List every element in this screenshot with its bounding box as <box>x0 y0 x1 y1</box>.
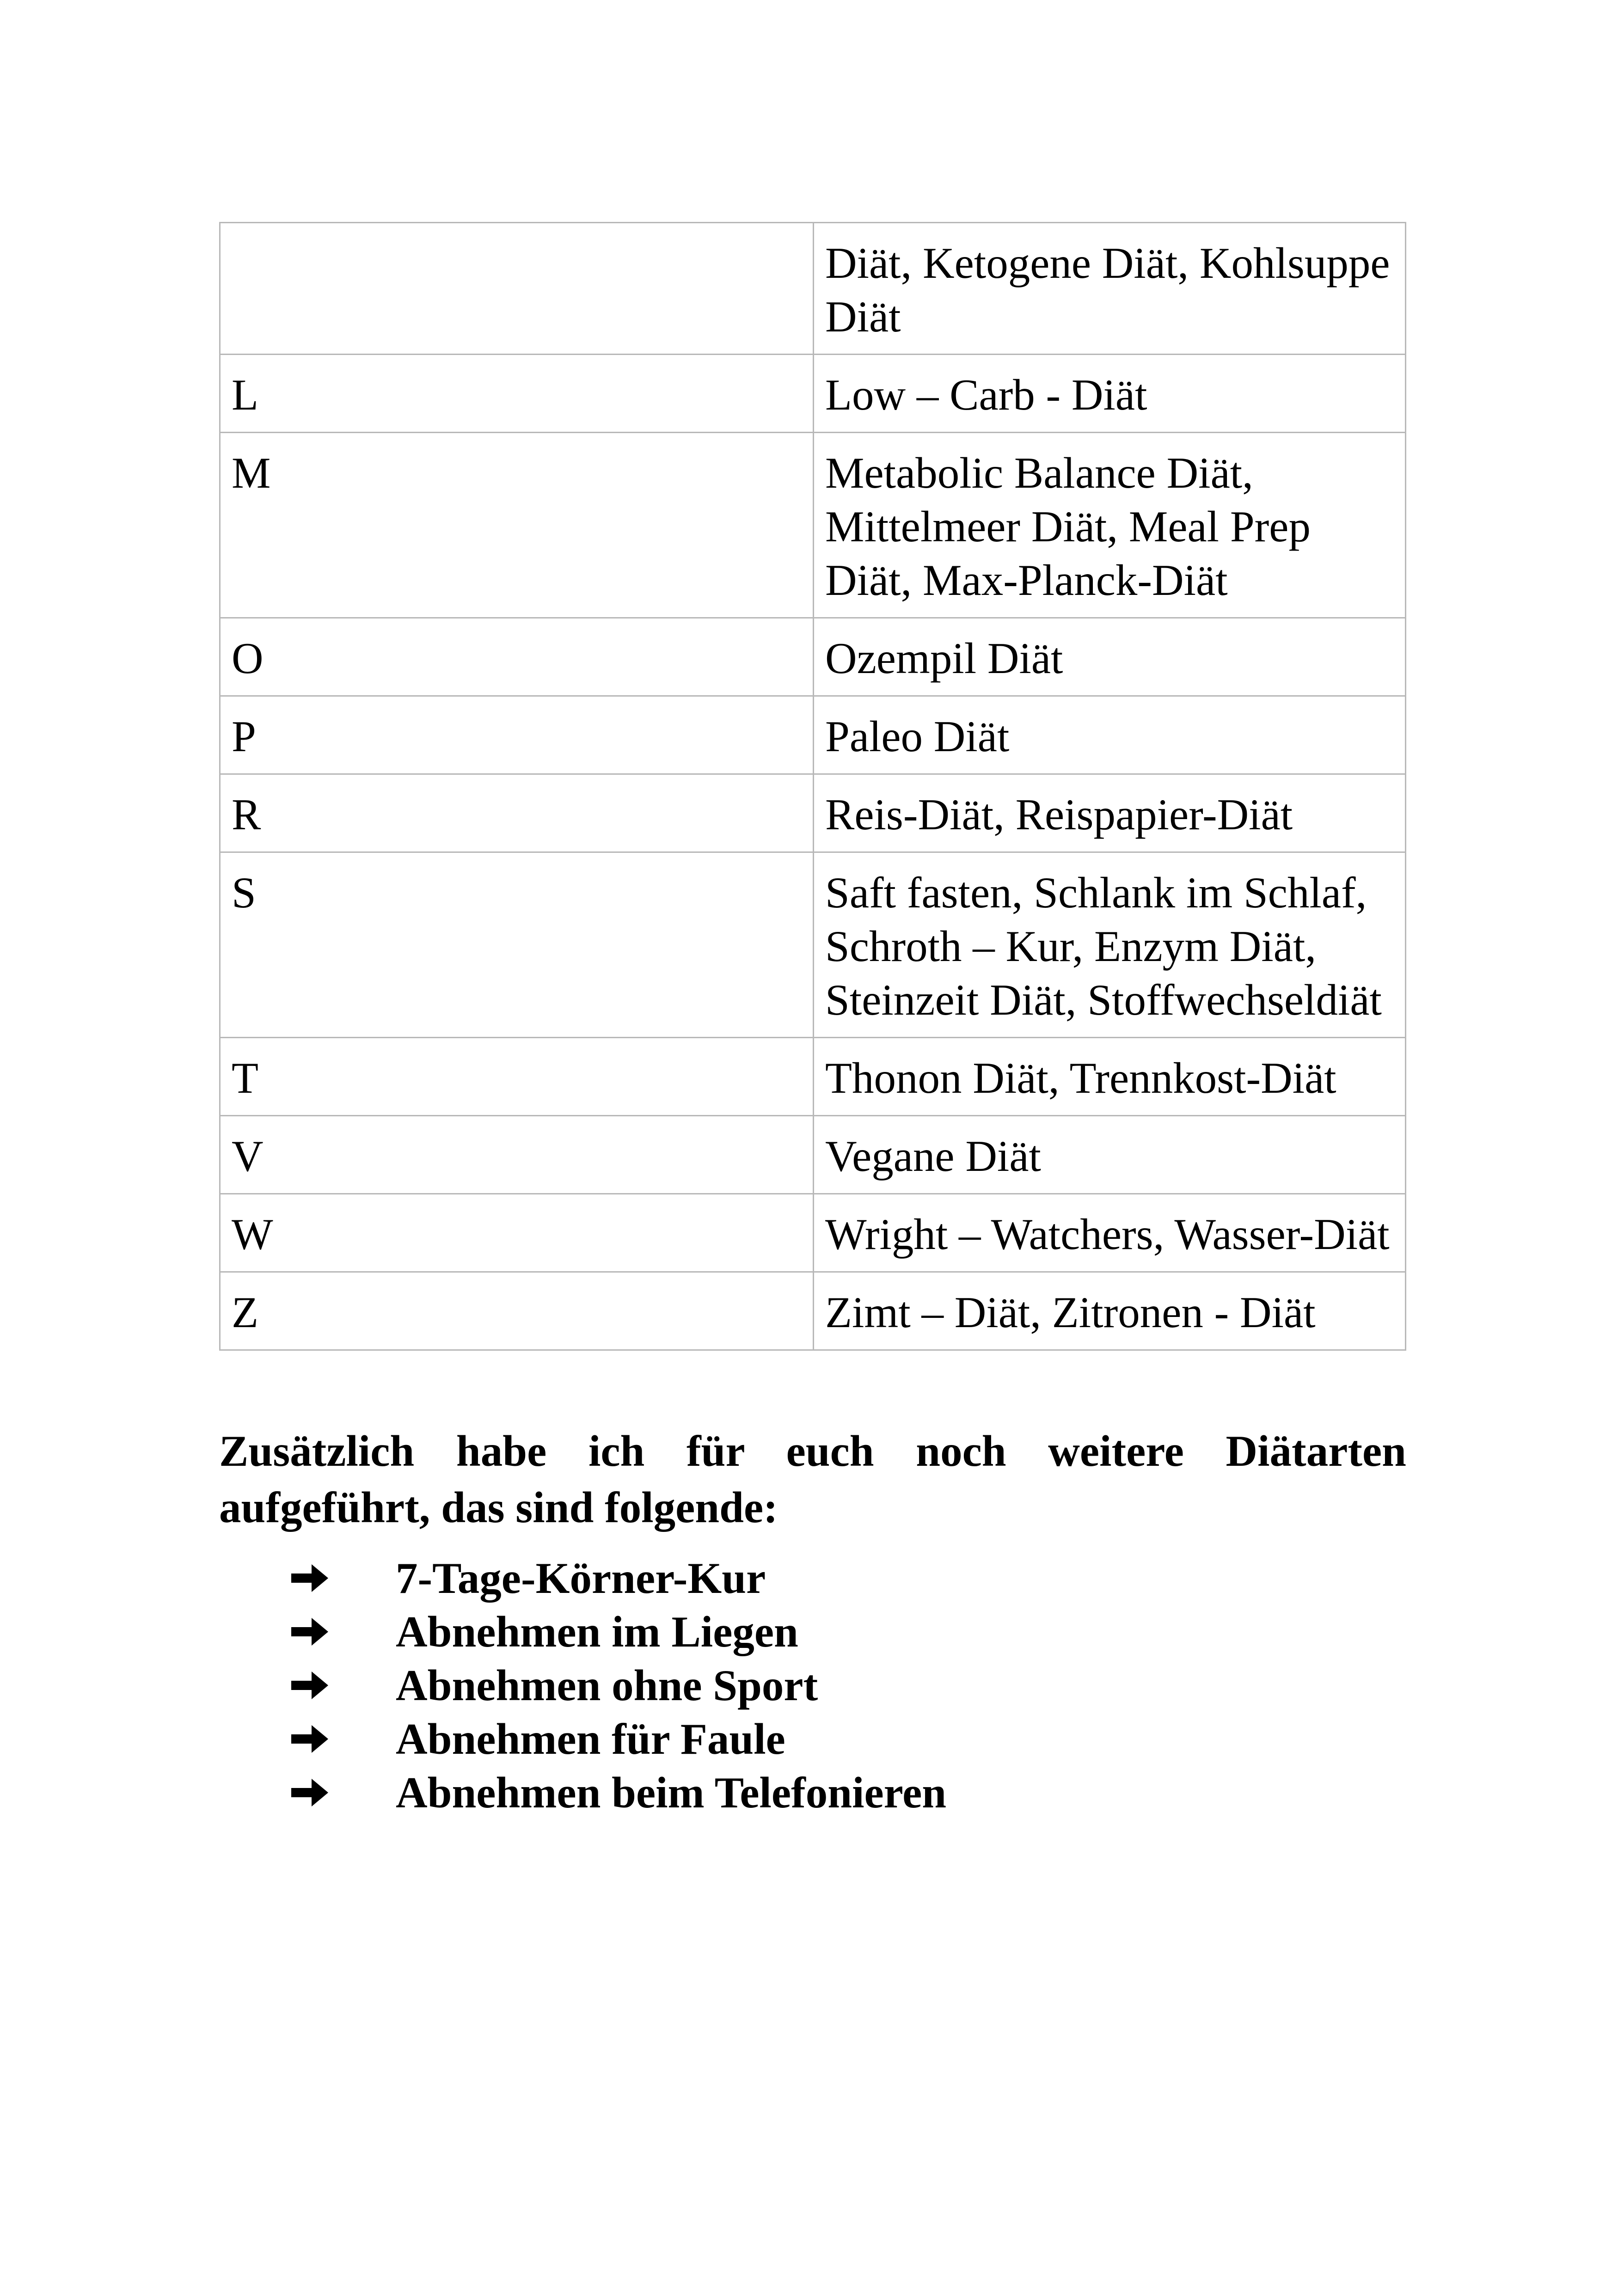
diets-cell: Vegane Diät <box>814 1116 1406 1194</box>
table-row <box>220 355 1406 433</box>
intro-paragraph: Zusätzlich habe ich für euch noch weitere Diätarten aufgeführt, das sind folgende: <box>219 1427 1406 1532</box>
diets-cell: Low – Carb - Diät <box>814 355 1406 433</box>
table-row <box>220 1272 1406 1350</box>
arrow-right-icon <box>291 1618 328 1646</box>
table-row <box>220 618 1406 696</box>
list-item <box>291 1551 946 1605</box>
table-row <box>220 1038 1406 1116</box>
list-item <box>291 1605 946 1659</box>
letter-cell: M <box>220 433 814 618</box>
list-item <box>291 1766 946 1819</box>
letter-cell: W <box>220 1194 814 1272</box>
list-item <box>291 1712 946 1766</box>
letter-cell: O <box>220 618 814 696</box>
list-item-label: Abnehmen ohne Sport <box>396 1661 818 1710</box>
table-row <box>220 1116 1406 1194</box>
arrow-right-icon <box>291 1671 328 1699</box>
diet-table <box>219 222 1406 1351</box>
arrow-right-icon <box>291 1564 328 1592</box>
diets-cell: Saft fasten, Schlank im Schlaf, Schroth – Kur, Enzym Diät, Steinzeit Diät, Stoffwechseldiät <box>814 852 1406 1038</box>
extra-diet-list <box>291 1551 946 1819</box>
diets-cell: Thonon Diät, Trennkost-Diät <box>814 1038 1406 1116</box>
table-row <box>220 223 1406 355</box>
diets-cell: Paleo Diät <box>814 696 1406 774</box>
letter-cell: R <box>220 774 814 852</box>
letter-cell: T <box>220 1038 814 1116</box>
table-row <box>220 852 1406 1038</box>
letter-cell: S <box>220 852 814 1038</box>
list-item-label: 7-Tage-Körner-Kur <box>396 1554 766 1603</box>
diets-cell: Wright – Watchers, Wasser-Diät <box>814 1194 1406 1272</box>
table-row <box>220 433 1406 618</box>
letter-cell: V <box>220 1116 814 1194</box>
letter-cell: L <box>220 355 814 433</box>
letter-cell <box>220 223 814 355</box>
arrow-right-icon <box>291 1725 328 1753</box>
arrow-right-icon <box>291 1779 328 1806</box>
letter-cell: Z <box>220 1272 814 1350</box>
diets-cell: Reis-Diät, Reispapier-Diät <box>814 774 1406 852</box>
letter-cell: P <box>220 696 814 774</box>
list-item-label: Abnehmen beim Telefonieren <box>396 1768 947 1817</box>
diets-cell: Ozempil Diät <box>814 618 1406 696</box>
table-row <box>220 774 1406 852</box>
list-item-label: Abnehmen für Faule <box>396 1714 785 1763</box>
diets-cell: Metabolic Balance Diät, Mittelmeer Diät, Meal Prep Diät, Max-Planck-Diät <box>814 433 1406 618</box>
list-item <box>291 1659 946 1712</box>
list-item-label: Abnehmen im Liegen <box>396 1607 798 1656</box>
table-row <box>220 696 1406 774</box>
table-row <box>220 1194 1406 1272</box>
diets-cell: Zimt – Diät, Zitronen - Diät <box>814 1272 1406 1350</box>
diets-cell: Diät, Ketogene Diät, Kohlsuppe Diät <box>814 223 1406 355</box>
